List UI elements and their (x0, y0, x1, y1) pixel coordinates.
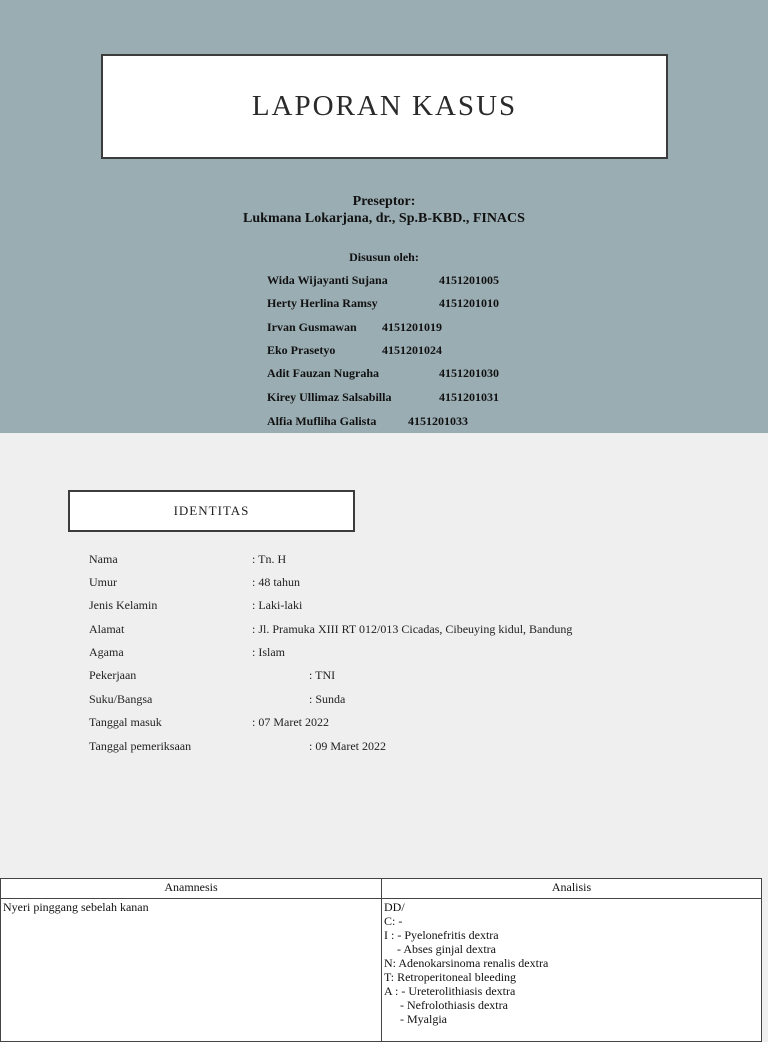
analisis-line: N: Adenokarsinoma renalis dextra (384, 956, 549, 970)
preseptor-label: Preseptor: (352, 194, 416, 209)
member-nim: 4151201024 (382, 343, 442, 357)
title-slide (0, 0, 768, 433)
member-row (267, 295, 499, 311)
analisis-line: DD/ (384, 900, 405, 914)
analisis-cell (382, 899, 762, 1042)
member-row (267, 342, 442, 358)
member-row (267, 272, 499, 288)
member-nim: 4151201031 (439, 390, 499, 404)
member-nim: 4151201010 (439, 296, 499, 310)
analisis-line: - Nefrolothiasis dextra (400, 998, 508, 1012)
field-value-umur: : 48 tahun (252, 575, 300, 589)
table-header-row (1, 879, 762, 899)
analisis-line: T: Retroperitoneal bleeding (384, 970, 517, 984)
member-name: Wida Wijayanti Sujana (267, 273, 388, 287)
member-name: Alfia Mufliha Galista (267, 414, 377, 428)
field-value-tanggal-pemeriksaan: : 09 Maret 2022 (309, 739, 386, 753)
title-box (101, 54, 668, 159)
member-nim: 4151201033 (408, 414, 468, 428)
identitas-title: IDENTITAS (173, 503, 250, 518)
member-nim: 4151201030 (439, 366, 499, 380)
member-row (267, 365, 499, 381)
member-row (267, 319, 442, 335)
column-header-analisis: Analisis (382, 879, 762, 899)
preseptor-name: Lukmana Lokarjana, dr., Sp.B-KBD., FINACS (243, 211, 525, 226)
member-nim: 4151201005 (439, 273, 499, 287)
field-label-alamat: Alamat (89, 622, 125, 636)
field-label-pekerjaan: Pekerjaan (89, 668, 137, 682)
analisis-line: - Myalgia (400, 1012, 447, 1026)
field-label-suku-bangsa: Suku/Bangsa (89, 692, 153, 706)
field-label-tanggal-pemeriksaan: Tanggal pemeriksaan (89, 739, 192, 753)
field-value-agama: : Islam (252, 645, 285, 659)
field-label-nama: Nama (89, 552, 118, 566)
member-name: Irvan Gusmawan (267, 320, 357, 334)
analisis-line: I : - Pyelonefritis dextra (384, 928, 499, 942)
report-title: LAPORAN KASUS (251, 90, 518, 122)
member-nim: 4151201019 (382, 320, 442, 334)
field-label-tanggal-masuk: Tanggal masuk (89, 715, 162, 729)
member-name: Adit Fauzan Nugraha (267, 366, 380, 380)
disusun-label: Disusun oleh: (349, 250, 419, 264)
field-label-umur: Umur (89, 575, 117, 589)
field-label-jenis-kelamin: Jenis Kelamin (89, 598, 158, 612)
field-value-suku-bangsa: : Sunda (309, 692, 346, 706)
table-row (1, 899, 762, 1042)
member-name: Kirey Ullimaz Salsabilla (267, 390, 392, 404)
member-row (267, 389, 499, 405)
field-label-agama: Agama (89, 645, 124, 659)
anamnesis-cell: Nyeri pinggang sebelah kanan (1, 899, 382, 1042)
analisis-line: - Abses ginjal dextra (397, 942, 496, 956)
identitas-box (68, 490, 355, 532)
member-row (267, 413, 468, 429)
field-value-nama: : Tn. H (252, 552, 287, 566)
field-value-alamat: : Jl. Pramuka XIII RT 012/013 Cicadas, Cibeuying kidul, Bandung (252, 622, 573, 636)
anamnesis-analisis-table (0, 878, 762, 1042)
field-value-jenis-kelamin: : Laki-laki (252, 598, 303, 612)
field-value-tanggal-masuk: : 07 Maret 2022 (252, 715, 329, 729)
analisis-line: C: - (384, 914, 403, 928)
member-name: Herty Herlina Ramsy (267, 296, 378, 310)
analisis-line: A : - Ureterolithiasis dextra (384, 984, 516, 998)
column-header-anamnesis: Anamnesis (1, 879, 382, 899)
member-name: Eko Prasetyo (267, 343, 336, 357)
field-value-pekerjaan: : TNI (309, 668, 336, 682)
